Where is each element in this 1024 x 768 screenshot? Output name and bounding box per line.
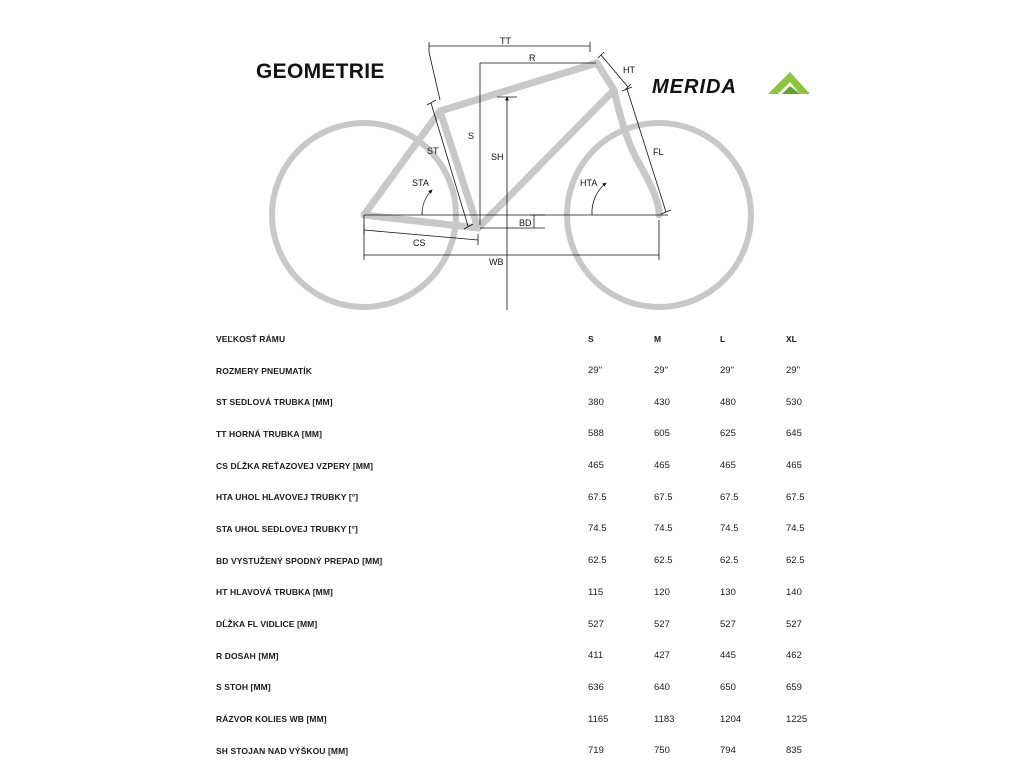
- row-value: 115: [588, 586, 604, 598]
- row-label: HTA UHOL HLAVOVEJ TRUBKY [°]: [216, 492, 359, 503]
- row-value: 659: [786, 681, 802, 693]
- row-value: 74.5: [786, 523, 805, 535]
- row-value: 62.5: [588, 555, 607, 567]
- row-value: 750: [654, 745, 670, 757]
- row-label: ROZMERY PNEUMATÍK: [216, 365, 312, 376]
- table-row: [216, 672, 852, 704]
- table-row: [216, 735, 852, 767]
- row-label: RÁZVOR KOLIES WB [MM]: [216, 714, 327, 725]
- table-row: [216, 703, 852, 735]
- row-label: STA UHOL SEDLOVEJ TRUBKY [°]: [216, 523, 358, 534]
- table-row: [216, 386, 852, 418]
- chain-stay: [364, 215, 478, 228]
- row-value: 794: [720, 745, 736, 757]
- row-value: 430: [654, 396, 670, 408]
- frame: [364, 63, 659, 228]
- row-value: 67.5: [588, 491, 607, 503]
- row-label: TT HORNÁ TRUBKA [MM]: [216, 428, 323, 439]
- sh-label: SH: [491, 152, 504, 162]
- row-value: 527: [720, 618, 736, 630]
- table-row: [216, 545, 852, 577]
- row-value: 120: [654, 586, 670, 598]
- table-row: [216, 355, 852, 387]
- row-value: 588: [588, 428, 604, 440]
- row-value: 462: [786, 650, 802, 662]
- s-label: S: [468, 131, 475, 141]
- row-label: BD VYSTUŽENÝ SPODNÝ PREPAD [MM]: [216, 555, 383, 566]
- row-value: 530: [786, 396, 802, 408]
- row-value: 427: [654, 650, 670, 662]
- row-value: 62.5: [720, 555, 739, 567]
- row-label: HT HLAVOVÁ TRUBKA [MM]: [216, 587, 333, 598]
- row-value: 67.5: [786, 491, 805, 503]
- table-row: [216, 577, 852, 609]
- row-value: 719: [588, 745, 604, 757]
- geometry-table: [216, 323, 852, 767]
- row-value: 62.5: [786, 555, 805, 567]
- row-value: 527: [786, 618, 802, 630]
- row-value: 605: [654, 428, 670, 440]
- bd-label: BD: [519, 218, 532, 228]
- st-label: ST: [427, 146, 439, 156]
- cs-label: CS: [413, 238, 426, 248]
- table-row: [216, 608, 852, 640]
- table-row: [216, 450, 852, 482]
- size-header-s: S: [588, 333, 594, 344]
- row-label: CS DĹŽKA REŤAZOVEJ VZPERY [MM]: [216, 460, 374, 471]
- row-value: 29": [720, 365, 734, 377]
- row-value: 645: [786, 428, 802, 440]
- hta-label: HTA: [580, 178, 598, 188]
- row-value: 1225: [786, 713, 808, 725]
- fl-label: FL: [653, 147, 664, 157]
- row-value: 650: [720, 681, 736, 693]
- row-value: 636: [588, 681, 604, 693]
- row-value: 74.5: [588, 523, 607, 535]
- dimension-lines: [364, 42, 671, 310]
- row-value: 465: [720, 460, 736, 472]
- row-value: 29": [654, 365, 668, 377]
- row-value: 1204: [720, 713, 742, 725]
- row-value: 1183: [654, 713, 675, 725]
- row-value: 835: [786, 745, 802, 757]
- row-label: S STOH [MM]: [216, 682, 271, 693]
- row-value: 380: [588, 396, 604, 408]
- row-value: 445: [720, 650, 736, 662]
- top-tube: [440, 63, 597, 111]
- table-row: [216, 481, 852, 513]
- tt-label: TT: [500, 36, 511, 46]
- row-value: 411: [588, 650, 604, 662]
- row-value: 62.5: [654, 555, 673, 567]
- row-value: 465: [786, 460, 802, 472]
- row-value: 465: [588, 460, 604, 472]
- ht-label: HT: [623, 65, 635, 75]
- table-row: [216, 418, 852, 450]
- row-value: 67.5: [720, 491, 739, 503]
- size-header-xl: XL: [786, 333, 797, 344]
- size-header-l: L: [720, 333, 726, 344]
- row-value: 1165: [588, 713, 609, 725]
- brand-wordmark: MERIDA: [652, 76, 737, 98]
- wb-label: WB: [489, 257, 504, 267]
- st-line: [431, 103, 468, 226]
- row-value: 625: [720, 428, 736, 440]
- table-row: [216, 513, 852, 545]
- table-row: [216, 640, 852, 672]
- sta-arc: [422, 190, 432, 215]
- row-label: ST SEDLOVÁ TRUBKA [MM]: [216, 397, 333, 408]
- row-label: DĹŽKA FL VIDLICE [MM]: [216, 619, 318, 630]
- row-value: 74.5: [654, 523, 673, 535]
- row-value: 67.5: [654, 491, 673, 503]
- geometry-diagram: [0, 0, 1024, 320]
- row-value: 465: [654, 460, 670, 472]
- row-value: 29": [786, 365, 800, 377]
- row-value: 140: [786, 586, 802, 598]
- row-value: 640: [654, 681, 670, 693]
- row-value: 480: [720, 396, 736, 408]
- r-label: R: [529, 53, 536, 63]
- row-label: SH STOJAN NAD VÝŠKOU [MM]: [216, 745, 349, 756]
- size-header-m: M: [654, 333, 662, 344]
- tt-leader: [429, 52, 440, 100]
- row-value: 527: [654, 618, 670, 630]
- row-label: R DOSAH [MM]: [216, 650, 279, 661]
- row-value: 74.5: [720, 523, 739, 535]
- frame-size-label: VEĽKOSŤ RÁMU: [216, 333, 286, 344]
- sta-label: STA: [412, 178, 429, 188]
- row-value: 527: [588, 618, 604, 630]
- row-value: 130: [720, 586, 736, 598]
- table-header-row: [216, 323, 852, 355]
- row-value: 29": [588, 365, 602, 377]
- page-title: GEOMETRIE: [256, 60, 385, 83]
